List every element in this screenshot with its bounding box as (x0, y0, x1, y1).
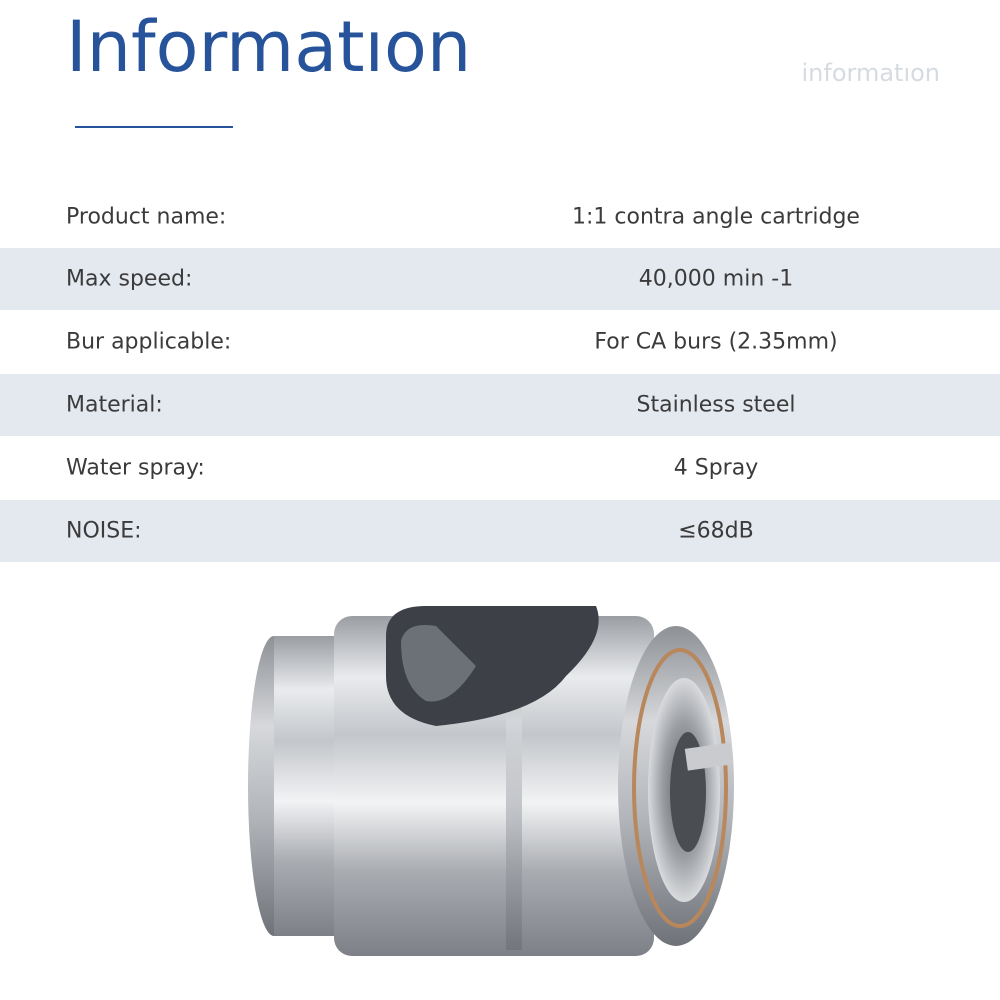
spec-label: Water spray: (66, 455, 205, 481)
page-subtitle: informatıon (801, 59, 940, 87)
spec-value: 40,000 min -1 (638, 266, 794, 292)
spec-value: Stainless steel (636, 392, 796, 418)
spec-row-noise (0, 500, 1000, 562)
cartridge-illustration (236, 596, 756, 976)
spec-value: ≤68dB (678, 518, 754, 544)
spec-row-bur-applicable (0, 310, 1000, 374)
spec-row-max-speed (0, 248, 1000, 310)
spec-label: Material: (66, 392, 163, 418)
spec-label: Product name: (66, 204, 227, 230)
page-title: Informatıon (66, 6, 472, 88)
spec-label: Max speed: (66, 266, 193, 292)
spec-row-material (0, 374, 1000, 436)
cartridge-image (236, 596, 756, 976)
spec-row-product-name (0, 186, 1000, 248)
spec-label: Bur applicable: (66, 329, 232, 355)
spec-label: NOISE: (66, 518, 142, 544)
title-underline (75, 126, 233, 128)
spec-value: 4 Spray (673, 455, 759, 481)
spec-value: 1:1 contra angle cartridge (572, 204, 860, 230)
spec-row-water-spray (0, 436, 1000, 500)
spec-table (0, 186, 1000, 562)
spec-value: For CA burs (2.35mm) (594, 329, 838, 355)
